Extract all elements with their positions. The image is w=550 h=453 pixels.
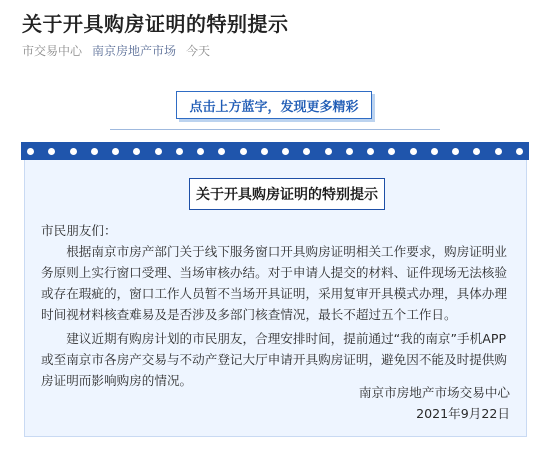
card-bottom-border — [24, 436, 527, 437]
band-dot — [176, 148, 183, 155]
band-dot — [388, 148, 395, 155]
band-dot — [473, 148, 480, 155]
article-title: 关于开具购房证明的特别提示 — [22, 12, 289, 36]
band-dot — [325, 148, 332, 155]
band-dot — [303, 148, 310, 155]
dots-band — [21, 142, 529, 160]
band-dot — [48, 148, 55, 155]
notice-heading-box — [189, 178, 385, 210]
band-dot — [431, 148, 438, 155]
band-dot — [197, 148, 204, 155]
notice-body — [41, 220, 513, 394]
band-dot — [155, 148, 162, 155]
band-dot — [133, 148, 140, 155]
notice-heading: 关于开具购房证明的特别提示 — [196, 187, 378, 203]
notice-paragraph-1: 根据南京市房产部门关于线下服务窗口开具购房证明相关工作要求，购房证明业务原则上实行窗口受理、当场审核办结。对于申请人提交的材料、证件现场无法核验或存在瑕疵的，窗口工作人员暂不当场开具证明，采用复审开具模式办理，具体办理时间视材料核查难易及是否涉及多部门核查情况，最长不超过五个工作日。 — [41, 244, 507, 322]
article-meta — [22, 42, 210, 58]
meta-time: 今天 — [186, 43, 211, 58]
meta-account-link[interactable]: 南京房地产市场 — [92, 43, 177, 58]
band-dot — [27, 148, 34, 155]
band-dot — [240, 148, 247, 155]
signature-date: 2021年9月22日 — [416, 406, 510, 421]
follow-banner-text: 点击上方蓝字，发现更多精彩 — [189, 99, 359, 115]
band-dot — [91, 148, 98, 155]
band-dot — [516, 148, 523, 155]
band-dot — [346, 148, 353, 155]
notice-signature — [359, 382, 510, 424]
band-dot — [70, 148, 77, 155]
band-dot — [261, 148, 268, 155]
band-dot — [495, 148, 502, 155]
band-dot — [452, 148, 459, 155]
follow-banner[interactable] — [176, 91, 372, 119]
notice-greeting: 市民朋友们： — [41, 223, 117, 238]
meta-org: 市交易中心 — [22, 43, 83, 58]
band-dot — [367, 148, 374, 155]
banner-divider — [110, 129, 440, 130]
signature-org: 南京市房地产市场交易中心 — [358, 385, 510, 400]
band-dot — [218, 148, 225, 155]
band-dot — [282, 148, 289, 155]
band-dot — [112, 148, 119, 155]
band-dot — [410, 148, 417, 155]
notice-paragraph-2: 建议近期有购房计划的市民朋友，合理安排时间，提前通过“我的南京”手机APP或至南京市各房产交易与不动产登记大厅申请开具购房证明，避免因不能及时提供购房证明而影响购房的情况。 — [41, 331, 507, 388]
notice-card — [24, 160, 527, 436]
